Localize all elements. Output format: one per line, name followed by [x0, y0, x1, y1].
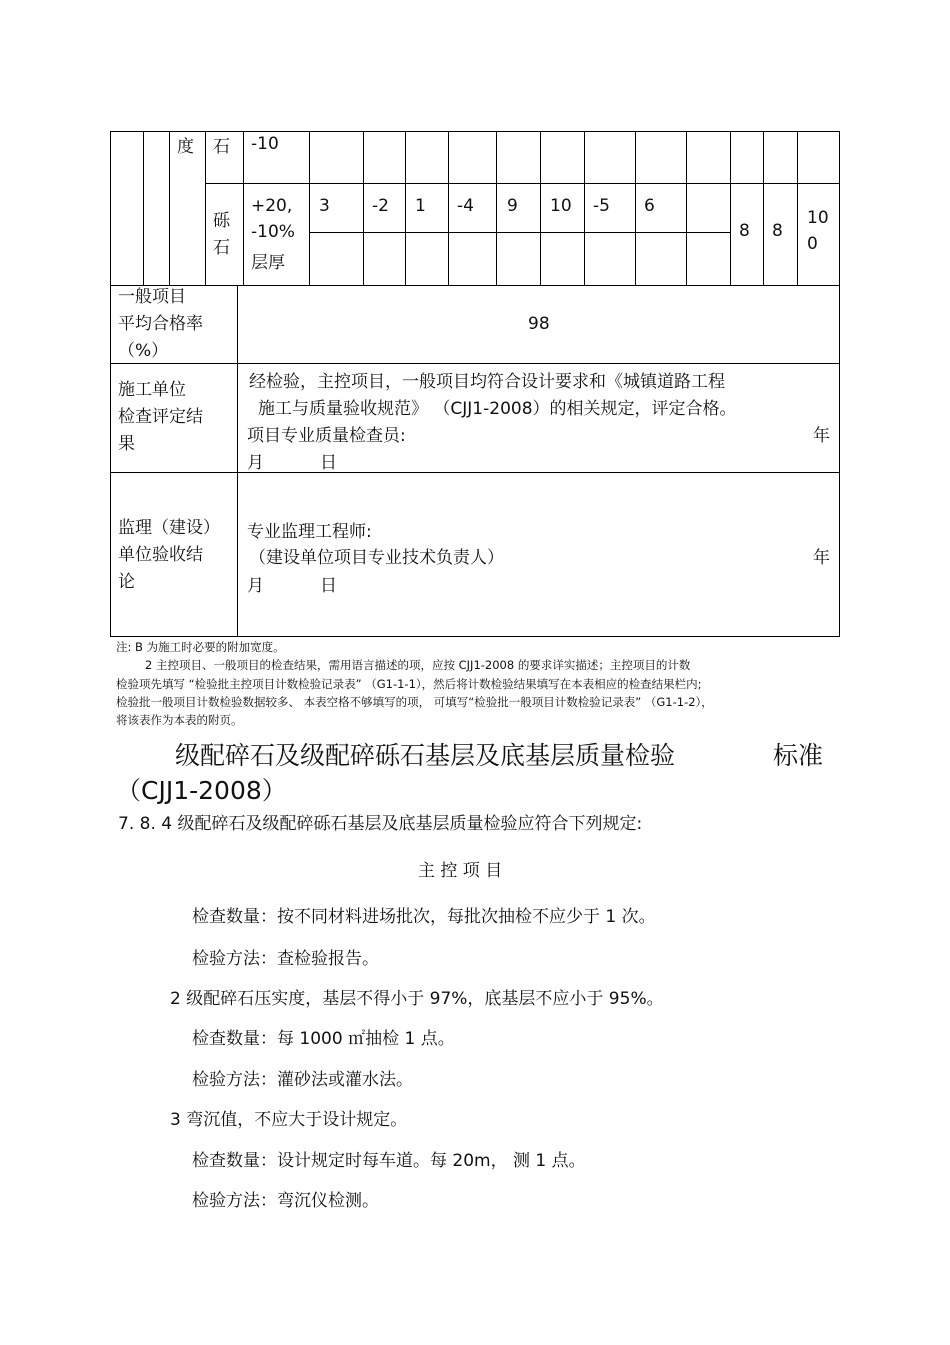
table-border-left — [110, 131, 111, 637]
measure-value: 9 — [507, 196, 518, 216]
table-vline — [763, 131, 764, 285]
note-line: 2 主控项目、一般项目的检查结果，需用语言描述的项，应按 CJJ1-2008 的要求详实描述；主控项目的计数 — [145, 658, 691, 672]
avg-label: 一般项目 平均合格率 （%） — [118, 287, 203, 361]
check-method: 检验方法：查检验报告。 — [192, 949, 379, 969]
table-vline — [405, 131, 406, 285]
measure-value: 8 — [739, 221, 750, 241]
table-vline — [169, 131, 170, 285]
supervisor-month: 月 — [247, 576, 264, 596]
cell-tolerance-line1: +20, — [251, 196, 293, 216]
supervisor-owner: （建设单位项目专业技术负责人） — [249, 548, 504, 568]
note-line: 检验项先填写 “检验批主控项目计数检验记录表” （G1-1-1），然后将计数检验结果填写在本表相应的检查结果栏内; — [116, 677, 702, 691]
measure-value: 10 — [807, 208, 829, 228]
table-line-sand-top — [205, 183, 840, 184]
note-line: 将该表作为本表的附页。 — [116, 713, 243, 727]
contractor-day: 日 — [320, 453, 337, 473]
contractor-month: 月 — [247, 453, 264, 473]
measure-value: -4 — [457, 196, 474, 216]
contractor-text-line2: 施工与质量验收规范》 （CJJ1-2008）的相关规定，评定合格。 — [258, 399, 737, 419]
note-line: 检验批一般项目计数检验数据较多、 本表空格不够填写的项， 可填写“检验批一般项目计数检验记录表” （G1-1-2）， — [116, 695, 713, 709]
contractor-inspector: 项目专业质量检查员: — [247, 426, 406, 446]
cell-li: 砾 — [213, 211, 230, 231]
check-quantity: 检查数量：每 1000 ㎡抽检 1 点。 — [192, 1029, 455, 1049]
table-vline — [496, 131, 497, 285]
table-vline — [540, 131, 541, 285]
table-line-avg-top — [110, 285, 840, 286]
check-quantity: 检查数量：按不同材料进场批次，每批次抽检不应少于 1 次。 — [192, 907, 656, 927]
table-vline — [143, 131, 144, 285]
supervisor-year: 年 — [813, 548, 830, 568]
measure-value: 10 — [550, 196, 572, 216]
measure-value: 8 — [772, 221, 783, 241]
item-deflection: 3 弯沉值，不应大于设计规定。 — [170, 1110, 408, 1130]
measure-value: -2 — [372, 196, 389, 216]
table-vline — [730, 131, 731, 285]
avg-value: 98 — [528, 314, 550, 334]
table-vline — [448, 131, 449, 285]
standard-title-suffix: 标准 — [773, 741, 824, 770]
cell-tolerance-line3: 层厚 — [251, 253, 285, 273]
table-border-bottom — [110, 636, 840, 637]
measure-value: 1 — [415, 196, 426, 216]
table-vline — [243, 131, 244, 285]
check-method: 检验方法：弯沉仪检测。 — [192, 1191, 379, 1211]
table-label-divider — [237, 285, 238, 637]
cell-tolerance: -10 — [251, 134, 279, 154]
measure-value: 0 — [807, 234, 818, 254]
cell-shi: 石 — [213, 137, 230, 157]
table-vline — [686, 131, 687, 285]
check-method: 检验方法：灌砂法或灌水法。 — [192, 1070, 413, 1090]
check-quantity: 检查数量：设计规定时每车道。每 20m， 测 1 点。 — [192, 1151, 586, 1171]
cell-shi2: 石 — [213, 238, 230, 258]
supervisor-day: 日 — [320, 576, 337, 596]
standard-code: （CJJ1-2008） — [116, 776, 287, 805]
item-compaction: 2 级配碎石压实度，基层不得小于 97%，底基层不应小于 95%。 — [170, 989, 664, 1009]
supervisor-engineer: 专业监理工程师: — [247, 522, 372, 542]
table-line-supervisor-top — [110, 472, 840, 473]
note-line: 注: B 为施工时必要的附加宽度。 — [116, 640, 285, 654]
table-vline — [205, 131, 206, 285]
standard-title: 级配碎石及级配碎砾石基层及底基层质量检验 — [175, 741, 676, 770]
measure-value: 6 — [644, 196, 655, 216]
cell-tolerance-line2: -10% — [251, 222, 295, 242]
contractor-year: 年 — [813, 426, 830, 446]
table-vline — [635, 131, 636, 285]
measure-value: 3 — [319, 196, 330, 216]
table-vline — [797, 131, 798, 285]
table-vline — [363, 131, 364, 285]
table-border-right — [839, 131, 840, 637]
contractor-label: 施工单位 检查评定结 果 — [118, 380, 203, 454]
clause-text: 7. 8. 4 级配碎石及级配碎砾石基层及底基层质量检验应符合下列规定: — [118, 814, 643, 834]
table-vline — [309, 131, 310, 285]
measure-value: -5 — [593, 196, 610, 216]
supervisor-label: 监理（建设） 单位验收结 论 — [118, 518, 220, 592]
table-line-contractor-top — [110, 363, 840, 364]
contractor-text-line1: 经检验，主控项目，一般项目均符合设计要求和《城镇道路工程 — [249, 372, 725, 392]
cell-du: 度 — [177, 137, 194, 157]
table-vline — [584, 131, 585, 285]
table-line-sand-mid — [309, 232, 730, 233]
section-heading: 主 控 项 目 — [418, 861, 503, 881]
